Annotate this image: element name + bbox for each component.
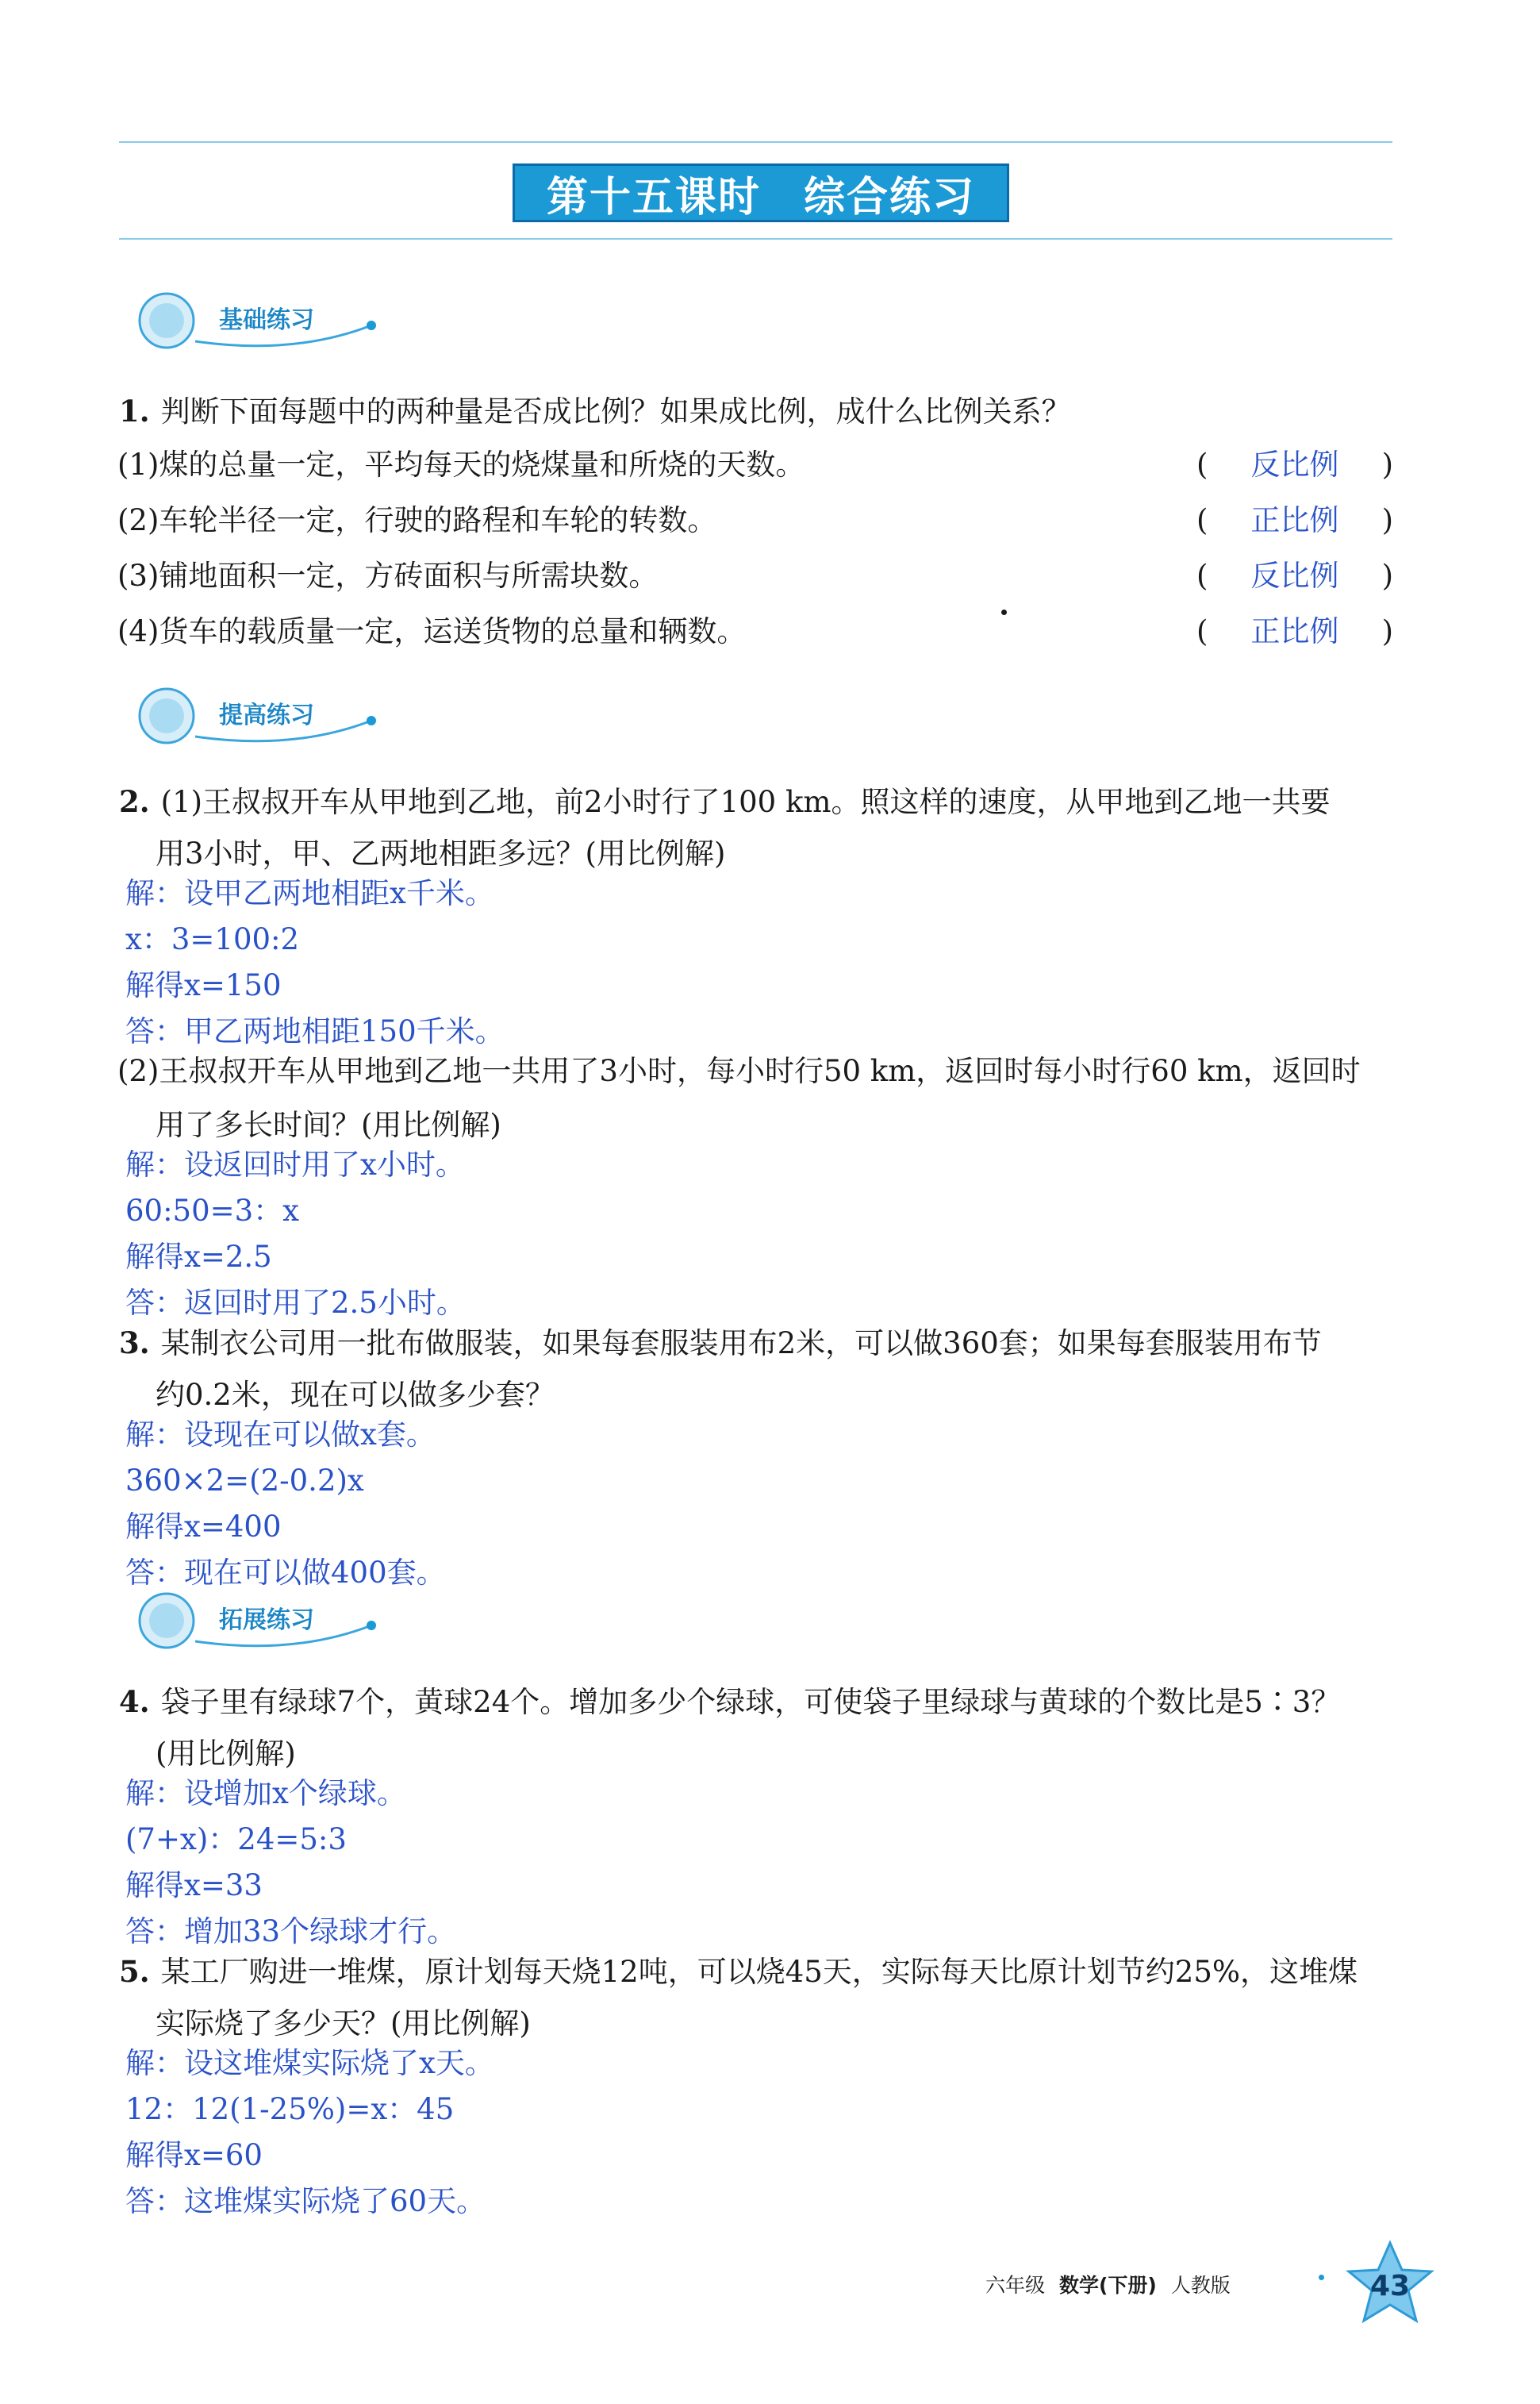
q1-number: 1.	[119, 394, 150, 429]
section-label-basic: 基础练习	[219, 306, 314, 334]
footer-subject: 数学(下册)	[1058, 2274, 1157, 2297]
q2-part1-answer-1: 解：设甲乙两地相距x千米。	[125, 876, 494, 910]
title-underline-rule	[119, 238, 1392, 240]
footer-grade: 六年级	[985, 2274, 1046, 2297]
q4-answer-3: 解得x=33	[125, 1868, 263, 1902]
q4-number: 4.	[119, 1684, 150, 1719]
scan-speck	[1319, 2275, 1324, 2280]
q3-answer-4: 答：现在可以做400套。	[125, 1556, 446, 1590]
q3-number: 3.	[119, 1325, 150, 1360]
page-number-star	[1342, 2240, 1438, 2327]
scan-speck	[1001, 610, 1007, 615]
q1-answer-2: ( 正比例 )	[1196, 503, 1393, 537]
q2-part1-line2: 用3小时，甲、乙两地相距多远？(用比例解)	[156, 837, 726, 871]
q2-part2-answer-2: 60:50=3：x	[125, 1194, 300, 1228]
q4-line1: 4. 袋子里有绿球7个，黄球24个。增加多少个绿球，可使袋子里绿球与黄球的个数比是5∶3？	[119, 1684, 1341, 1719]
q1-stem: 1. 判断下面每题中的两种量是否成比例？如果成比例，成什么比例关系？	[119, 394, 1071, 429]
lesson-title: 第十五课时 综合练习	[546, 173, 975, 221]
lesson-title-box	[513, 163, 1009, 222]
q1-item-4: (4)货车的载质量一定，运送货物的总量和辆数。	[117, 614, 747, 648]
q1-item-1: (1)煤的总量一定，平均每天的烧煤量和所烧的天数。	[117, 448, 805, 482]
q4-answer-1: 解：设增加x个绿球。	[125, 1776, 406, 1810]
page-footer	[985, 2270, 1231, 2298]
q5-line2: 实际烧了多少天？(用比例解)	[156, 2006, 531, 2041]
q3-line1: 3. 某制衣公司用一批布做服装，如果每套服装用布2米，可以做360套；如果每套服装用布节	[119, 1325, 1322, 1360]
top-rule	[119, 141, 1392, 143]
q2-part1-line1: 2. (1)王叔叔开车从甲地到乙地，前2小时行了100 km。照这样的速度，从甲地到乙地一共要	[119, 784, 1331, 819]
q5-line1: 5. 某工厂购进一堆煤，原计划每天烧12吨，可以烧45天，实际每天比原计划节约25%，这堆煤	[119, 1954, 1358, 1989]
q2-part2-answer-1: 解：设返回时用了x小时。	[125, 1148, 465, 1182]
q2-part2-answer-3: 解得x=2.5	[125, 1240, 272, 1274]
q5-answer-4: 答：这堆煤实际烧了60天。	[125, 2184, 486, 2218]
q1-item-2: (2)车轮半径一定，行驶的路程和车轮的转数。	[117, 503, 717, 537]
page-number: 43	[1369, 2270, 1411, 2302]
q3-answer-3: 解得x=400	[125, 1510, 282, 1544]
section-badge-basic	[119, 279, 389, 359]
q3-answer-1: 解：设现在可以做x套。	[125, 1417, 436, 1452]
section-badge-improve	[119, 675, 389, 754]
q3-answer-2: 360×2=(2-0.2)x	[125, 1464, 364, 1498]
q4-answer-2: (7+x)：24=5:3	[125, 1822, 347, 1856]
q2-number: 2.	[119, 784, 150, 819]
q1-item-3: (3)铺地面积一定，方砖面积与所需块数。	[117, 559, 659, 593]
section-label-extend: 拓展练习	[219, 1606, 314, 1634]
q2-part2-line2: 用了多长时间？(用比例解)	[156, 1108, 501, 1142]
q1-answer-3: ( 反比例 )	[1196, 559, 1393, 593]
q2-part2-answer-4: 答：返回时用了2.5小时。	[125, 1286, 466, 1320]
q1-answer-4: ( 正比例 )	[1196, 614, 1393, 648]
section-label-improve: 提高练习	[219, 702, 314, 729]
q4-line2: (用比例解)	[156, 1737, 296, 1771]
section-badge-extend	[119, 1579, 389, 1659]
q2-part2-line1: (2)王叔叔开车从甲地到乙地一共用了3小时，每小时行50 km，返回时每小时行60 km，返回时	[117, 1054, 1361, 1088]
q5-answer-3: 解得x=60	[125, 2138, 263, 2172]
q5-answer-2: 12：12(1-25%)=x：45	[125, 2092, 455, 2126]
q5-answer-1: 解：设这堆煤实际烧了x天。	[125, 2046, 494, 2080]
q4-answer-4: 答：增加33个绿球才行。	[125, 1914, 457, 1948]
q2-part1-answer-2: x：3=100:2	[125, 922, 300, 956]
q1-answer-1: ( 反比例 )	[1196, 448, 1393, 482]
q2-part1-answer-4: 答：甲乙两地相距150千米。	[125, 1014, 505, 1048]
footer-edition: 人教版	[1170, 2274, 1231, 2297]
q3-line2: 约0.2米，现在可以做多少套？	[156, 1378, 555, 1412]
q5-number: 5.	[119, 1954, 150, 1989]
q2-part1-answer-3: 解得x=150	[125, 968, 282, 1002]
